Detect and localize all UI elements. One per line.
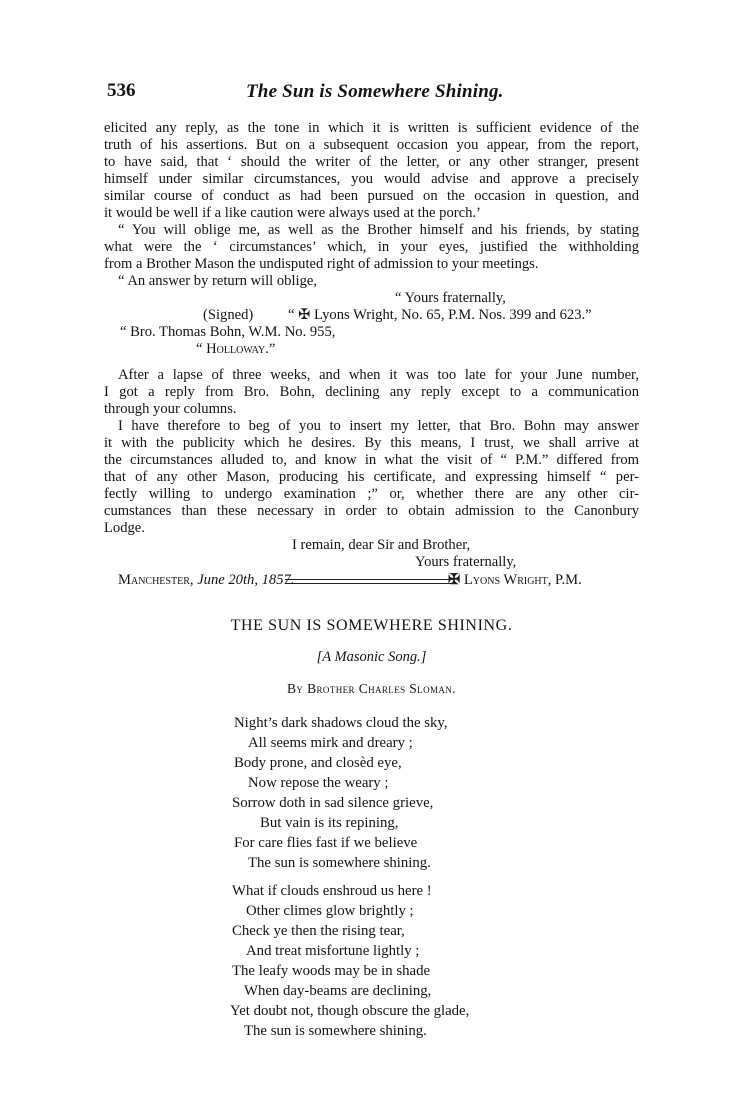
verse-line: When day-beams are declining,	[244, 983, 432, 999]
divider-rule	[285, 579, 455, 580]
letter-line: After a lapse of three weeks, and when it was too late for your June number,	[118, 367, 639, 383]
song-byline: By Brother Charles Sloman.	[287, 681, 456, 696]
letter-line: elicited any reply, as the tone in which it is written is sufficient evidence of the	[104, 120, 639, 136]
letter-line: from a Brother Mason the undisputed right of admission to your meetings.	[104, 256, 539, 272]
closing-remain: I remain, dear Sir and Brother,	[292, 537, 471, 553]
letter-line: I have therefore to beg of you to insert my letter, that Bro. Bohn may answer	[118, 418, 639, 434]
verse-line: Yet doubt not, though obscure the glade,	[230, 1003, 470, 1019]
verse-line: For care flies fast if we believe	[234, 835, 418, 851]
signed-name: “ ✠ Lyons Wright, No. 65, P.M. Nos. 399 and 623.”	[288, 307, 592, 323]
divider-rule	[285, 583, 455, 584]
letter-line: it with the publicity which he desires. By this means, I trust, we shall arrive at	[104, 435, 639, 451]
running-title: The Sun is Somewhere Shining.	[246, 81, 504, 102]
verse-line: All seems mirk and dreary ;	[248, 735, 413, 751]
verse-line: Body prone, and closèd eye,	[234, 755, 402, 771]
letter-line: what were the ‘ circumstances’ which, in your eyes, justified the withholding	[104, 239, 639, 255]
place: Manchester,	[118, 572, 194, 588]
verse-line: What if clouds enshroud us here !	[232, 883, 432, 899]
closing-yours-2: Yours fraternally,	[415, 554, 517, 570]
closing-yours: “ Yours fraternally,	[395, 290, 506, 306]
verse-line: Other climes glow brightly ;	[246, 903, 414, 919]
place-date	[118, 572, 294, 589]
song-title: THE SUN IS SOMEWHERE SHINING.	[230, 617, 513, 634]
signed-label: (Signed)	[203, 307, 254, 323]
letter-line: himself under similar circumstances, you would advise and approve a precisely	[104, 171, 639, 187]
date: June 20th, 1857.	[197, 572, 295, 588]
verse-line: The leafy woods may be in shade	[232, 963, 431, 979]
letter-line: I got a reply from Bro. Bohn, declining any reply except to a communication	[104, 384, 639, 400]
maltese-cross-icon: ✠	[448, 572, 461, 588]
verse-line: Night’s dark shadows cloud the sky,	[234, 715, 448, 731]
letter-line: truth of his assertions. But on a subsequent occasion you appear, from the report,	[104, 137, 639, 153]
verse-line: But vain is its repining,	[260, 815, 399, 831]
letter-line: “ An answer by return will oblige,	[118, 273, 317, 289]
verse-line: Sorrow doth in sad silence grieve,	[232, 795, 434, 811]
signature-name: Lyons Wright, P.M.	[463, 572, 582, 588]
holloway-line: “ Holloway.”	[196, 341, 276, 357]
letter-line: through your columns.	[104, 401, 237, 417]
verse-line: Check ye then the rising tear,	[232, 923, 405, 939]
letter-line: to have said, that ‘ should the writer of the letter, or any other stranger, present	[104, 154, 639, 170]
letter-line: “ You will oblige me, as well as the Brother himself and his friends, by stating	[118, 222, 639, 238]
letter-line: fectly willing to undergo examination ;” or, whether there are any other cir-	[104, 486, 639, 502]
song-subtitle: [A Masonic Song.]	[316, 649, 427, 665]
letter-line: similar course of conduct as had been pursued on the occasion in question, and	[104, 188, 639, 204]
verse-line: And treat misfortune lightly ;	[246, 943, 420, 959]
letter-line: it would be well if a like caution were always used at the porch.’	[104, 205, 481, 221]
letter-line: cumstances than these necessary in order to obtain admission to the Canonbury	[104, 503, 639, 519]
letter-line: Lodge.	[104, 520, 145, 536]
page-number: 536	[107, 80, 136, 101]
bohn-line: “ Bro. Thomas Bohn, W.M. No. 955,	[120, 324, 336, 340]
verse-line: The sun is somewhere shining.	[248, 855, 431, 871]
signature	[448, 572, 582, 589]
letter-line: that of any other Mason, producing his certificate, and expressing himself “ per-	[104, 469, 639, 485]
letter-line: the circumstances alluded to, and know in what the visit of “ P.M.” differed from	[104, 452, 639, 468]
verse-line: The sun is somewhere shining.	[244, 1023, 427, 1039]
verse-line: Now repose the weary ;	[248, 775, 389, 791]
